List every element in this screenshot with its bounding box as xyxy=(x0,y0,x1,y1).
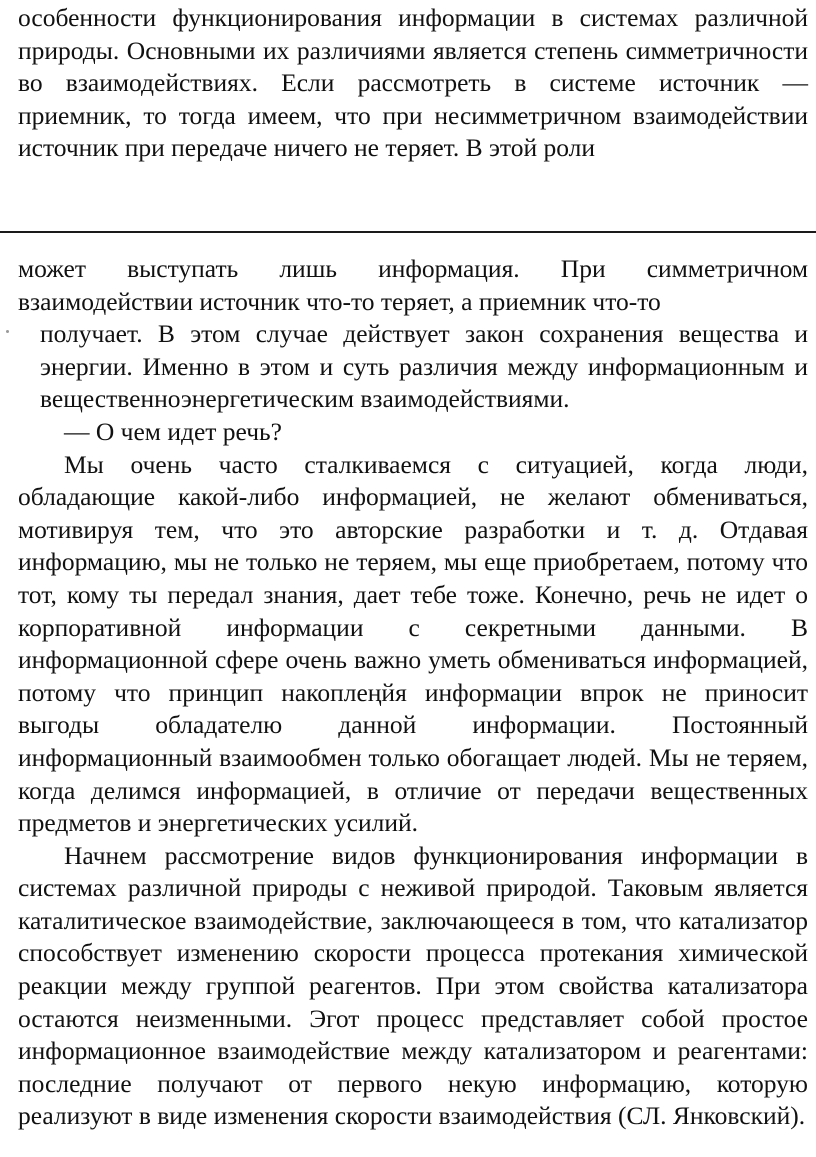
paragraph-1-first-lines: может выступать лишь информация. При симметричном взаимодействии источник что-то теряет, а приемник что-то xyxy=(18,254,808,316)
paragraph-1-continued: получает. В этом случае действует закон сохранения вещества и энергии. Именно в этом и суть различия между информационным и вещественноэнергетическим взаимодействиями. xyxy=(40,319,808,414)
bottom-text-block xyxy=(18,253,808,1133)
scan-speck xyxy=(6,330,9,333)
page-divider-line xyxy=(0,231,816,233)
top-text-block xyxy=(18,2,808,165)
paragraph-3: Мы очень часто сталкиваемся с ситуацией, когда люди, обладающие какой-либо информацией, не желают обмениваться, мотивируя тем, что это авторские разработки и т. д. Отдавая информацию, мы не только не теряем, мы еще приобретаем, потому что тот, кому ты передал знания, дает тебе тоже. Конечно, речь не идет о корпоративной информации с секретными данными. В информационной сфере очень важно уметь обмениваться информацией, потому что принцип накоплеңйя информации впрок не приносит выгоды обладателю данной информации. Постоянный информационный взаимообмен только обогащает людей. Мы не теряем, когда делимся информацией, в отличие от передачи вещественных предметов и энергетических усилий. xyxy=(18,449,808,838)
paragraph-4: Начнем рассмотрение видов функционирования информации в системах различной природы с неживой природой. Таковым является каталитическое взаимодействие, заключающееся в том, что катализатор способствует изменению скорости процесса протекания химической реакции между группой реагентов. При этом свойства катализатора остаются неизменными. Эгот процесс представляет собой простое информационное взаимодействие между катализатором и реагентами: последние получают от первого некую информацию, которую реализуют в виде изменения скорости взаимодействия (СЛ. Янковский). xyxy=(18,840,808,1131)
paragraph-2-question: — О чем идет речь? xyxy=(64,416,282,446)
paragraph-top: особенности функционирования информации в системах различной природы. Основными их различиями является степень симметричности во взаимодействиях. Если рассмотреть в системе источник — приемник, то тогда имеем, что при несимметричном взаимодействии источник при передаче ничего не теряет. В этой роли xyxy=(18,3,808,163)
